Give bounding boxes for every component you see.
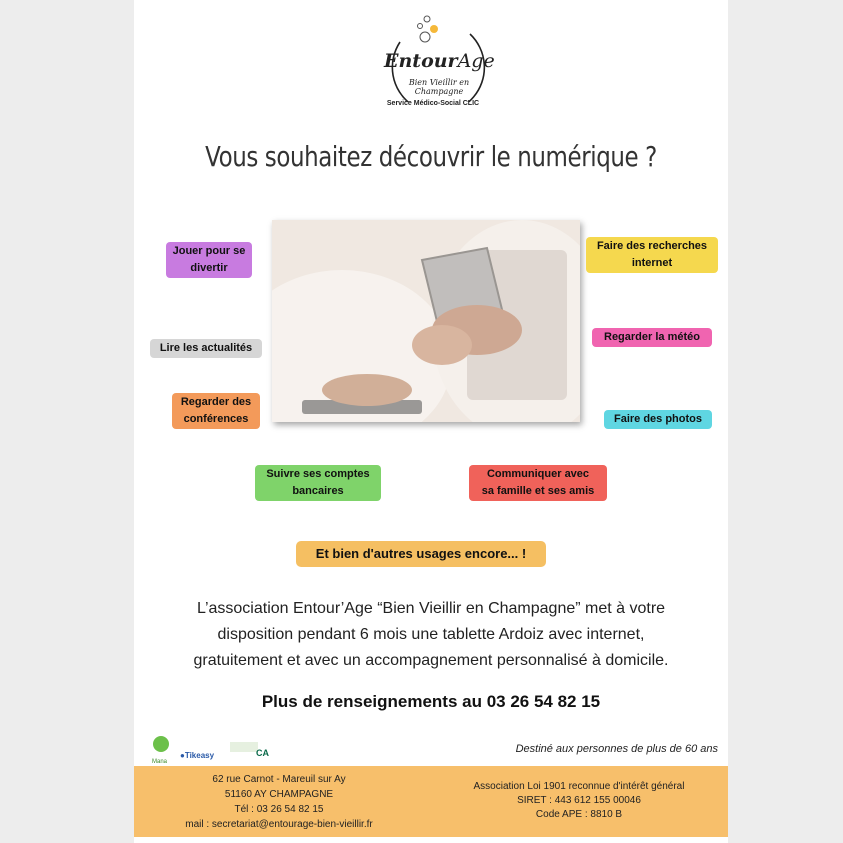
tablet-photo-illustration <box>272 220 580 422</box>
footer-address2: 51160 AY CHAMPAGNE <box>224 789 334 800</box>
logo-name <box>384 50 494 72</box>
tag-lire <box>150 339 262 358</box>
tag-jouer-line2: divertir <box>190 262 228 274</box>
tag-jouer-line1: Jouer pour se <box>172 245 246 257</box>
footer-siret: SIRET : 443 612 155 00046 <box>517 795 641 806</box>
tag-comptes-line1: Suivre ses comptes <box>266 468 370 480</box>
partner-logos <box>150 736 300 766</box>
contact-cta: Plus de renseignements au 03 26 54 82 15 <box>261 692 601 711</box>
tag-photos-line1: Faire des photos <box>613 413 703 425</box>
description-line2: disposition pendant 6 mois une tablette Ardoiz avec internet, <box>217 626 645 643</box>
description-line3: gratuitement et avec un accompagnement personnalisé à domicile. <box>193 652 669 669</box>
footer-ape: Code APE : 8810 B <box>535 809 623 820</box>
tag-jouer <box>166 242 252 278</box>
partner-mana-text: Mana <box>152 759 168 765</box>
tag-recherches-line2: internet <box>631 257 673 269</box>
page-title: Vous souhaitez découvrir le numérique ? <box>205 140 657 173</box>
tag-lire-line1: Lire les actualités <box>159 342 253 354</box>
partner-tikeasy-text: ●Tikeasy <box>180 751 215 760</box>
tag-recherches-line1: Faire des recherches <box>596 240 708 252</box>
tag-meteo <box>592 328 712 347</box>
tag-comptes-line2: bancaires <box>292 485 344 497</box>
tag-recherches <box>586 237 718 273</box>
description <box>134 596 728 674</box>
partner-logos-icon <box>150 736 300 766</box>
tag-communiquer <box>469 465 607 501</box>
footer-assoc: Association Loi 1901 reconnue d'intérêt général <box>473 781 685 792</box>
footer-mail[interactable]: mail : secretariat@entourage-bien-vieillir.fr <box>185 819 373 830</box>
tag-conferences-line1: Regarder des <box>180 396 252 408</box>
logo-tagline: Bien Vieillir en Champagne <box>408 78 470 96</box>
partner-ca-text: CA <box>256 748 269 758</box>
footer-tel: Tél : 03 26 54 82 15 <box>234 804 324 815</box>
tag-conferences <box>172 393 260 429</box>
audience-note: Destiné aux personnes de plus de 60 ans <box>515 743 718 755</box>
logo-name-regular: Age <box>457 50 495 72</box>
tag-photos <box>604 410 712 429</box>
tag-communiquer-line1: Communiquer avec <box>486 468 590 480</box>
description-line1: L’association Entour’Age “Bien Vieillir en Champagne” met à votre <box>196 600 666 617</box>
tablet-photo <box>272 220 580 422</box>
footer-address1: 62 rue Carnot - Mareuil sur Ay <box>212 774 346 785</box>
footer <box>134 766 728 837</box>
footer-legal <box>434 780 724 822</box>
footer-contact <box>134 772 424 832</box>
logo-service: Service Médico-Social CLIC <box>386 100 480 107</box>
tag-meteo-line1: Regarder la météo <box>604 331 700 343</box>
usage-banner: Et bien d'autres usages encore... ! <box>296 541 546 567</box>
tag-conferences-line2: conférences <box>183 413 249 425</box>
tag-comptes <box>255 465 381 501</box>
tag-communiquer-line2: sa famille et ses amis <box>481 485 595 497</box>
logo <box>372 12 495 116</box>
logo-name-bold: Entour <box>384 50 458 72</box>
